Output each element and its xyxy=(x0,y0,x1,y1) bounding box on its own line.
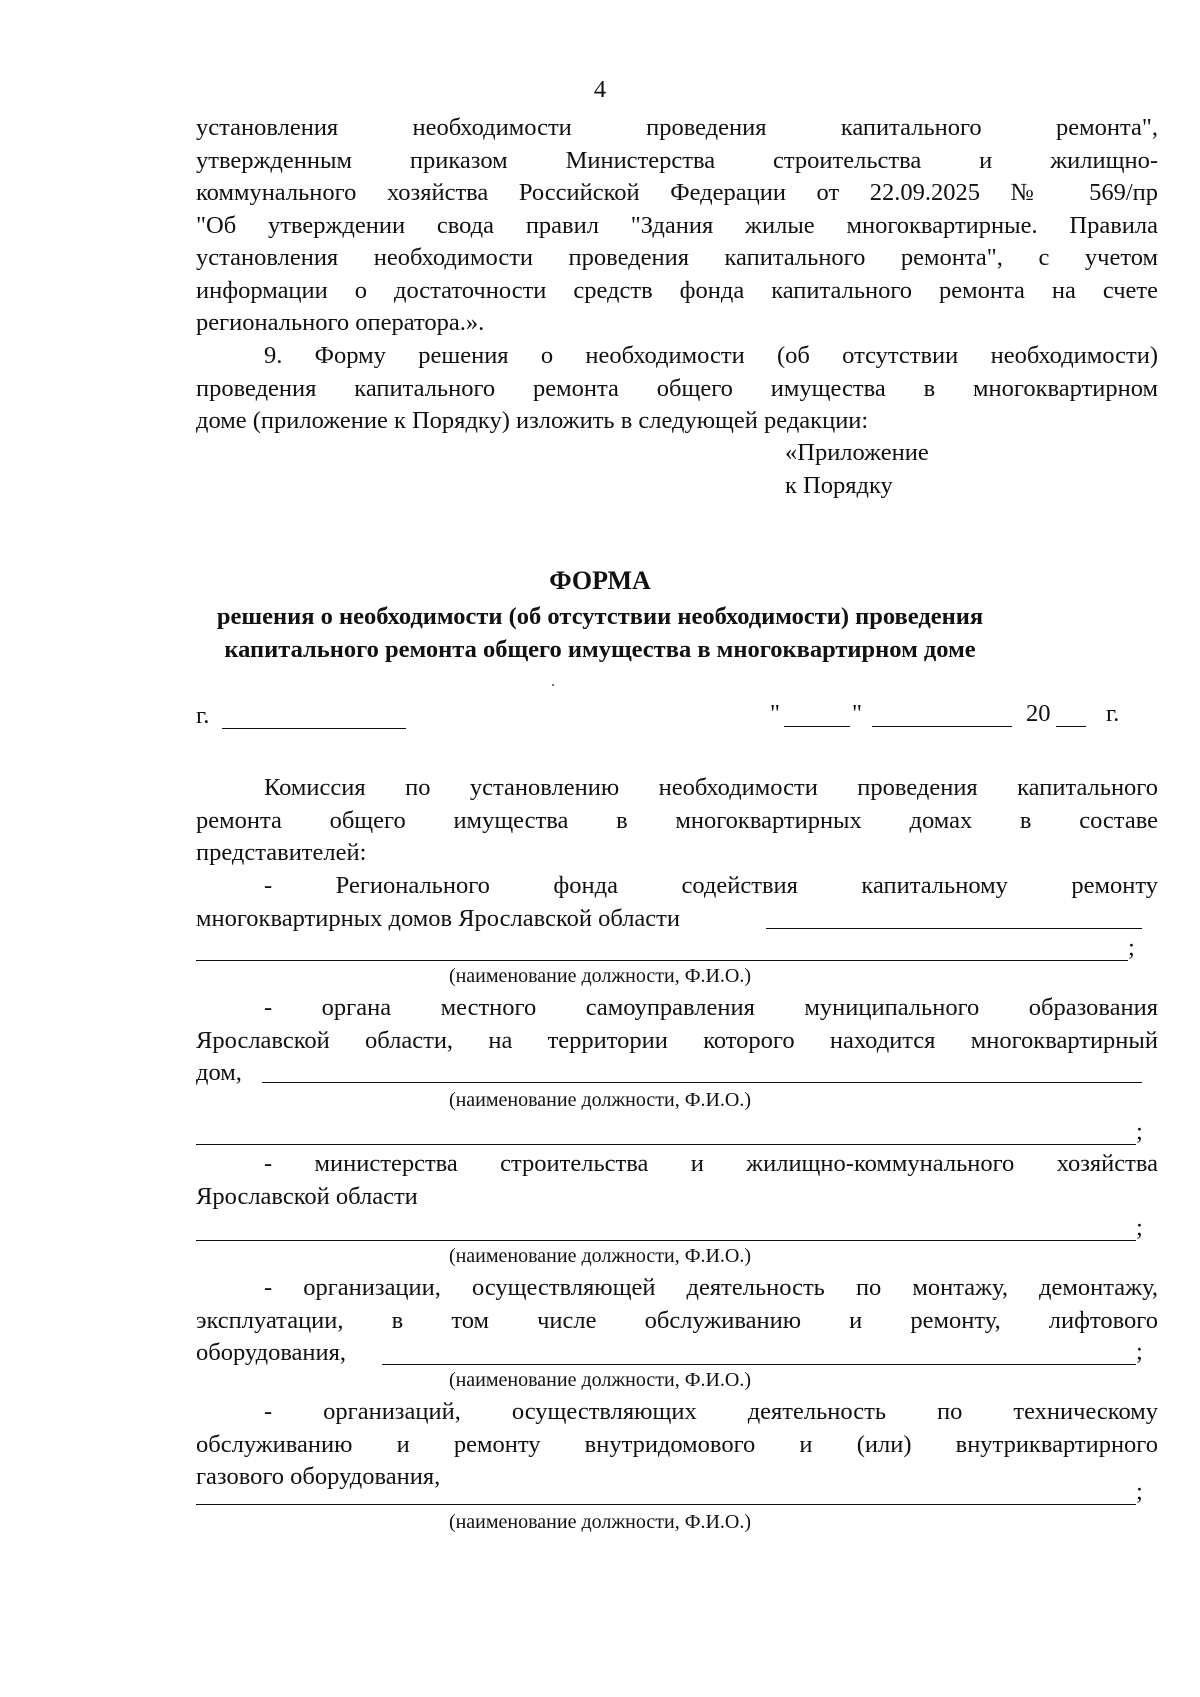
text-line: "Об утверждении свода правил "Здания жилые многоквартирные. Правила xyxy=(196,211,1158,239)
place-field[interactable] xyxy=(222,728,406,729)
text-line: - органа местного самоуправления муниципального образования xyxy=(264,994,1158,1021)
text-line: дом, xyxy=(196,1059,242,1086)
commission-paragraph xyxy=(196,772,1158,870)
field-caption: (наименование должности, Ф.И.О.) xyxy=(448,1089,752,1111)
date-close-quote: " xyxy=(852,700,863,727)
appendix-line: «Приложение xyxy=(785,439,929,466)
text-line: Ярославской области, на территории которого находится многоквартирный xyxy=(196,1026,1158,1054)
text-line: установления необходимости проведения капитального ремонта", с учетом xyxy=(196,244,1158,271)
text-line: утвержденным приказом Министерства строительства и жилищно- xyxy=(196,146,1158,174)
text-line: коммунального хозяйства Российской Федерации от 22.09.2025 № 569/пр xyxy=(196,179,1158,206)
text-line: многоквартирных домов Ярославской области xyxy=(196,904,680,932)
text-line: Комиссия по установлению необходимости проведения капитального xyxy=(264,774,1158,801)
text-line: 9. Форму решения о необходимости (об отсутствии необходимости) xyxy=(264,342,1158,369)
semicolon: ; xyxy=(1136,1214,1143,1241)
rep-local-government xyxy=(196,992,1158,1090)
form-title: ФОРМА xyxy=(549,566,651,595)
text-line: обслуживанию и ремонту внутридомового и (или) внутриквартирного xyxy=(196,1430,1158,1458)
intro-paragraph xyxy=(196,112,1158,340)
semicolon: ; xyxy=(1136,1478,1143,1505)
rep-gas-org xyxy=(196,1396,1158,1494)
semicolon: ; xyxy=(1128,934,1135,961)
rep1-name-field[interactable] xyxy=(766,928,1142,929)
text-line: проведения капитального ремонта общего имущества в многоквартирном xyxy=(196,374,1158,402)
text-line: информации о достаточности средств фонда капитального ремонта на счете xyxy=(196,276,1158,304)
text-line: оборудования, xyxy=(196,1339,347,1366)
subtitle-line: решения о необходимости (об отсутствии необходимости) проведения xyxy=(216,603,984,630)
text-line: Ярославской области xyxy=(196,1182,418,1210)
rep2-name-field[interactable] xyxy=(262,1082,1142,1083)
form-subtitle xyxy=(0,600,1200,666)
text-line: регионального оператора.». xyxy=(196,309,485,336)
stray-dot xyxy=(552,684,554,686)
text-line: эксплуатации, в том числе обслуживанию и ремонту, лифтового xyxy=(196,1306,1158,1334)
rep1-name-field-cont[interactable] xyxy=(196,960,1128,961)
field-caption: (наименование должности, Ф.И.О.) xyxy=(448,1369,752,1391)
semicolon: ; xyxy=(1136,1118,1143,1145)
year-field[interactable] xyxy=(1056,726,1086,727)
field-caption: (наименование должности, Ф.И.О.) xyxy=(448,1511,752,1533)
appendix-line: к Порядку xyxy=(785,472,893,499)
rep-elevator-org xyxy=(196,1272,1158,1370)
rep4-name-field[interactable] xyxy=(382,1364,1136,1365)
text-line: - Регионального фонда содействия капитальному ремонту xyxy=(264,872,1158,899)
text-line: установления необходимости проведения капитального ремонта", xyxy=(196,114,1158,141)
text-line: - министерства строительства и жилищно-коммунального хозяйства xyxy=(264,1150,1158,1177)
place-prefix: г. xyxy=(196,702,210,729)
appendix-header xyxy=(785,436,929,502)
rep-ministry xyxy=(196,1148,1158,1213)
day-field[interactable] xyxy=(784,726,850,727)
text-line: доме (приложение к Порядку) изложить в следующей редакции: xyxy=(196,407,869,434)
rep2-name-field-cont[interactable] xyxy=(196,1144,1136,1145)
text-line: газового оборудования, xyxy=(196,1463,441,1490)
page-number: 4 xyxy=(593,76,607,103)
year-suffix: г. xyxy=(1106,700,1120,727)
year-prefix: 20 xyxy=(1026,700,1051,727)
text-line: - организаций, осуществляющих деятельность по техническому xyxy=(264,1398,1158,1425)
item-9-paragraph xyxy=(196,340,1158,438)
month-field[interactable] xyxy=(872,726,1012,727)
rep-regional-fund xyxy=(196,870,1158,935)
text-line: ремонта общего имущества в многоквартирных домах в составе xyxy=(196,806,1158,834)
semicolon: ; xyxy=(1136,1338,1143,1365)
rep5-name-field[interactable] xyxy=(196,1504,1136,1505)
text-line: представителей: xyxy=(196,839,367,866)
date-open-quote: " xyxy=(770,700,781,727)
text-line: - организации, осуществляющей деятельность по монтажу, демонтажу, xyxy=(264,1274,1158,1301)
field-caption: (наименование должности, Ф.И.О.) xyxy=(448,965,752,987)
rep3-name-field[interactable] xyxy=(196,1240,1136,1241)
subtitle-line: капитального ремонта общего имущества в многоквартирном доме xyxy=(224,636,976,663)
field-caption: (наименование должности, Ф.И.О.) xyxy=(448,1245,752,1267)
